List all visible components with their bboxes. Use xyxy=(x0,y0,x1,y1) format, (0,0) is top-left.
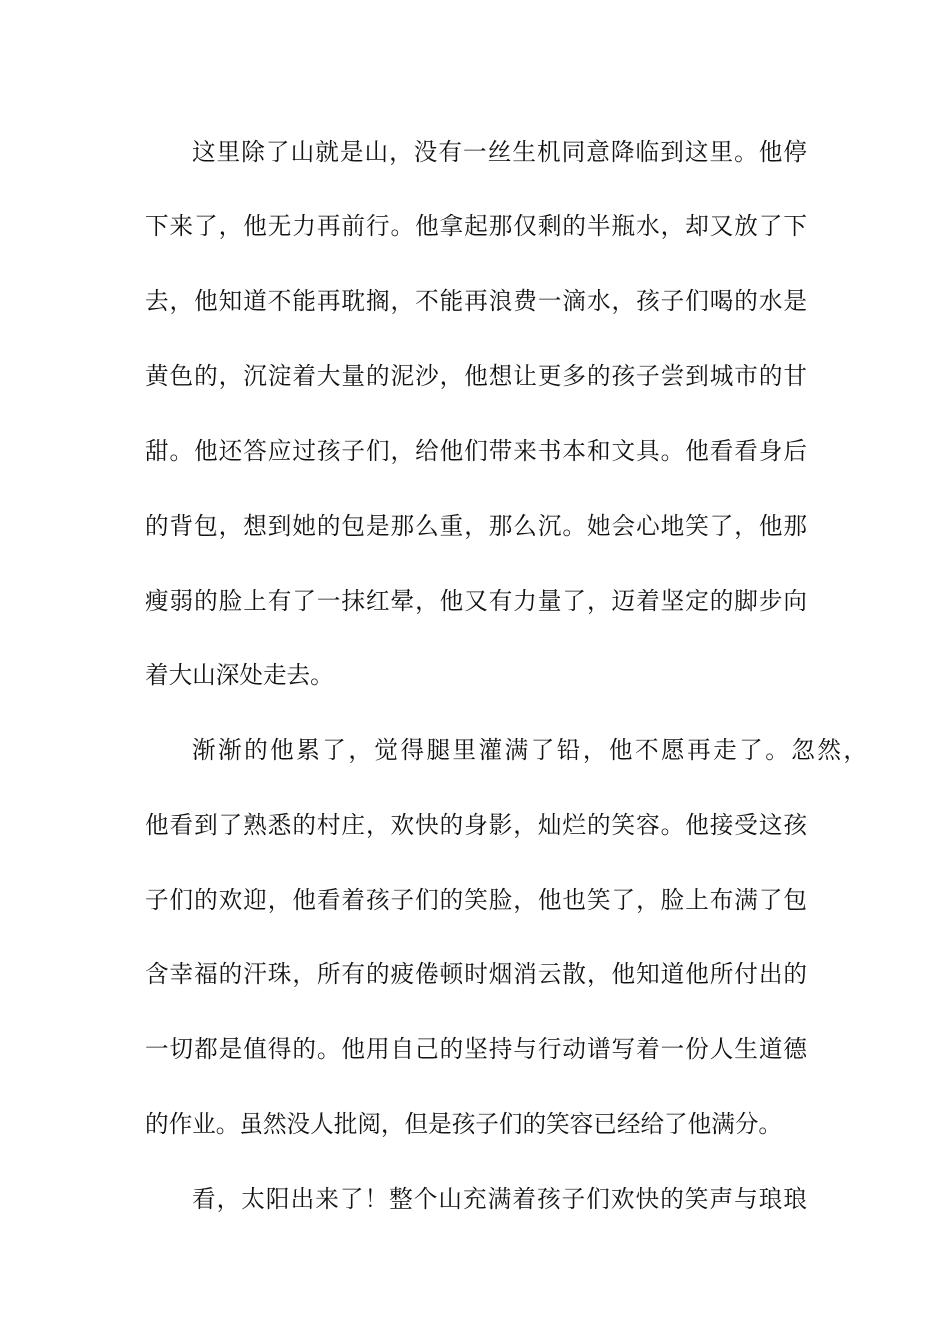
text-line: 的作业。虽然没人批阅，但是孩子们的笑容已经给了他满分。 xyxy=(145,1110,783,1138)
text-line: 着大山深处走去。 xyxy=(145,661,334,689)
text-line: 渐渐的他累了，觉得腿里灌满了铅，他不愿再走了。忽然， xyxy=(192,736,867,764)
text-line: 含幸福的汗珠，所有的疲倦顿时烟消云散，他知道他所付出的 xyxy=(145,960,807,988)
text-line: 去，他知道不能再耽搁，不能再浪费一滴水，孩子们喝的水是 xyxy=(145,287,807,315)
text-line: 这里除了山就是山，没有一丝生机同意降临到这里。他停 xyxy=(192,138,807,166)
text-line: 看，太阳出来了！整个山充满着孩子们欢快的笑声与琅琅 xyxy=(192,1185,807,1213)
text-line: 一切都是值得的。他用自己的坚持与行动谱写着一份人生道德 xyxy=(145,1035,807,1063)
text-line: 的背包，想到她的包是那么重，那么沉。她会心地笑了，他那 xyxy=(145,512,807,540)
text-line: 黄色的，沉淀着大量的泥沙，他想让更多的孩子尝到城市的甘 xyxy=(145,362,807,390)
text-line: 子们的欢迎，他看着孩子们的笑脸，他也笑了，脸上布满了包 xyxy=(145,886,807,914)
text-line: 甜。他还答应过孩子们，给他们带来书本和文具。他看看身后 xyxy=(145,437,807,465)
text-line: 下来了，他无力再前行。他拿起那仅剩的半瓶水，却又放了下 xyxy=(145,212,807,240)
text-line: 瘦弱的脸上有了一抹红晕，他又有力量了，迈着坚定的脚步向 xyxy=(145,587,807,615)
text-line: 他看到了熟悉的村庄，欢快的身影，灿烂的笑容。他接受这孩 xyxy=(145,811,807,839)
